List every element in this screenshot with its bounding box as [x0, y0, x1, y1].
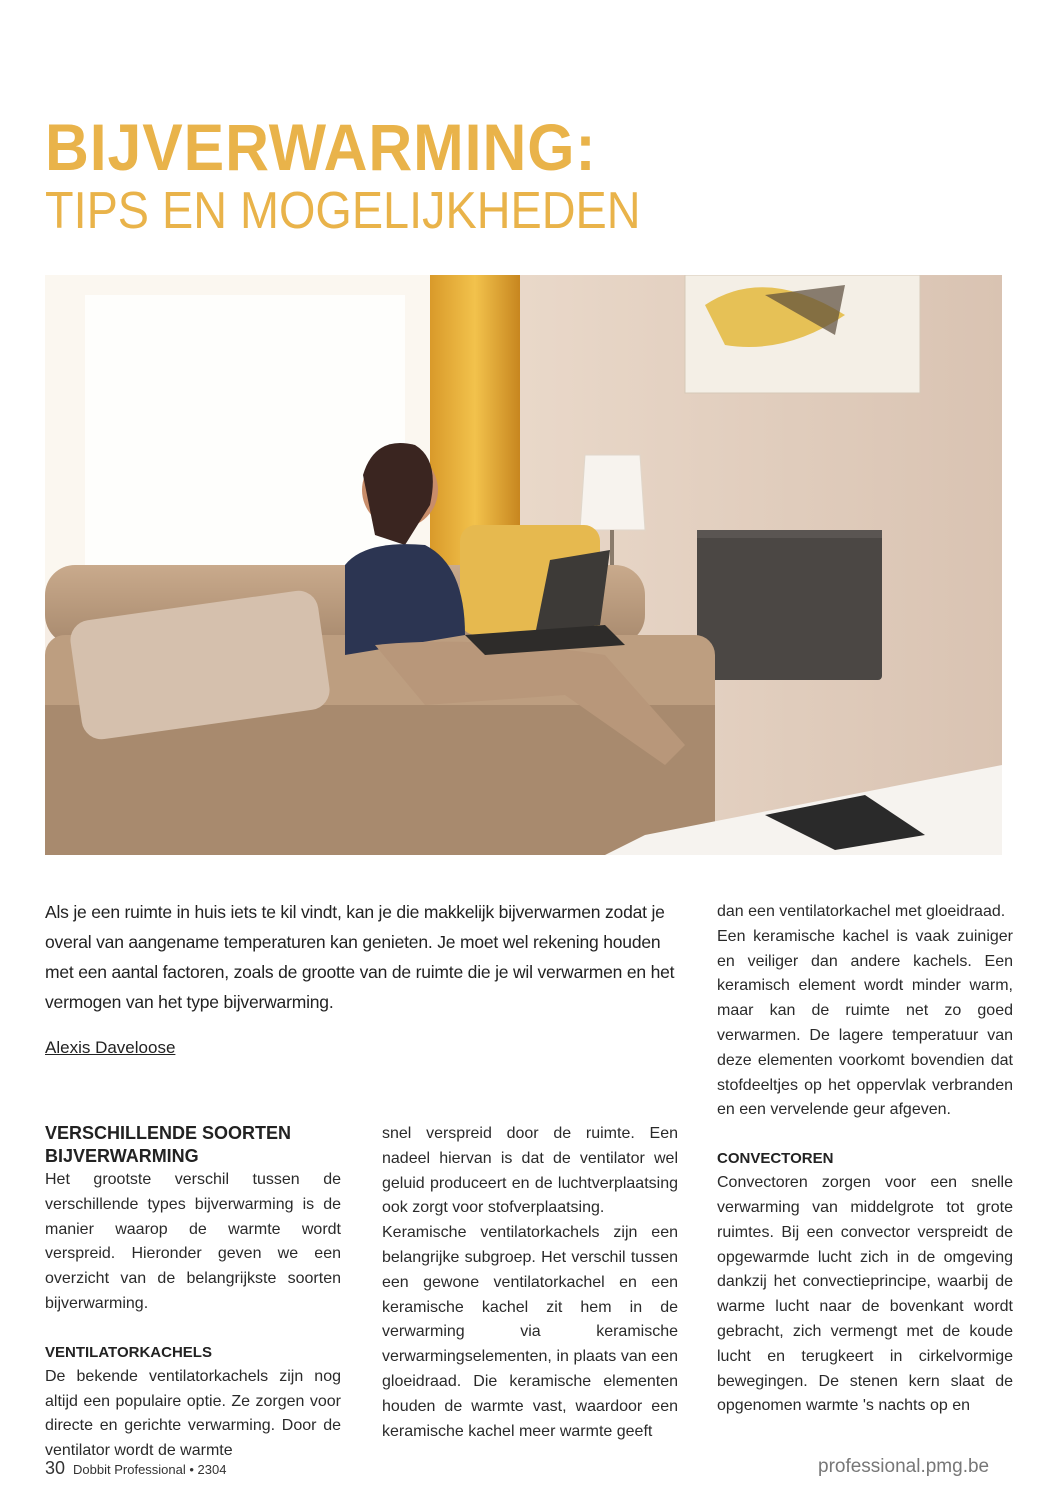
- column-1: [45, 1122, 341, 1464]
- website-link[interactable]: professional.pmg.be: [818, 1456, 990, 1477]
- paragraph: snel verspreid door de ruimte. Een nadeel hiervan is dat de ventilator wel geluid produceert en de luchtverplaatsing ook zorgt voor stofverplaatsing.: [382, 1125, 678, 1217]
- living-room-photo: [45, 275, 1002, 855]
- publication-name: Dobbit Professional • 2304: [73, 1462, 227, 1477]
- paragraph: Convectoren zorgen voor een snelle verwarming van middelgrote tot grote ruimtes. Bij een convector verspreidt de opgewarmde lucht zich in de omgeving dankzij het convectieprincipe, waarbij de warme lucht naar de bovenkant wordt gebracht, zich vermengt met de koude lucht en terugkeert in cirkelvormige bewegingen. De stenen kern slaat de opgenomen warmte 's nachts op en: [717, 1174, 1013, 1415]
- intro-paragraph: Als je een ruimte in huis iets te kil vindt, kan je die makkelijk bijverwarmen zodat je overal van aangename temperaturen kan genieten. Je moet wel rekening houden met een aantal factoren, zoals de grootte van de ruimte die je wil verwarmen en het vermogen van het type bijverwarming.: [45, 902, 675, 1012]
- column-2: [382, 1122, 678, 1444]
- section-heading-ventilatorkachels: VENTILATORKACHELS: [45, 1343, 212, 1361]
- column-3: [717, 900, 1013, 1419]
- page-number: 30: [45, 1458, 66, 1478]
- page-subtitle: TIPS EN MOGELIJKHEDEN: [45, 182, 641, 240]
- page-title: BIJVERWARMING:: [45, 110, 597, 184]
- page-footer: [45, 1458, 226, 1479]
- paragraph: De bekende ventilatorkachels zijn nog altijd een populaire optie. Ze zorgen voor directe en gerichte verwarming. Door de ventilator wordt de warmte: [45, 1367, 341, 1460]
- paragraph: dan een ventilatorkachel met gloeidraad.: [717, 903, 1006, 920]
- paragraph: Het grootste verschil tussen de verschillende types bijverwarming is de manier waarop de warmte wordt verspreid. Hieronder geven we een overzicht van de belangrijkste soorten bijverwarming.: [45, 1171, 341, 1312]
- paragraph: Keramische ventilatorkachels zijn een belangrijke subgroep. Het verschil tussen een gewone ventilatorkachel en een keramische kachel zit hem in de verwarming via keramische verwarmingselementen, in plaats van een gloeidraad. Die keramische elementen houden de warmte vast, waardoor een keramische kachel meer warmte geeft: [382, 1224, 678, 1440]
- author-link[interactable]: Alexis Daveloose: [45, 1038, 176, 1057]
- section-heading-convectoren: CONVECTOREN: [717, 1150, 834, 1168]
- section-heading-soorten: VERSCHILLENDE SOORTEN BIJVERWARMING: [45, 1123, 292, 1166]
- paragraph: Een keramische kachel is vaak zuiniger en veiliger dan andere kachels. Een keramisch element wordt minder warm, maar kan de ruimte net zo goed verwarmen. De lagere temperatuur van deze elementen voorkomt bovendien dat stofdeeltjes op het oppervlak verbranden en een vervelende geur afgeven.: [717, 927, 1013, 1119]
